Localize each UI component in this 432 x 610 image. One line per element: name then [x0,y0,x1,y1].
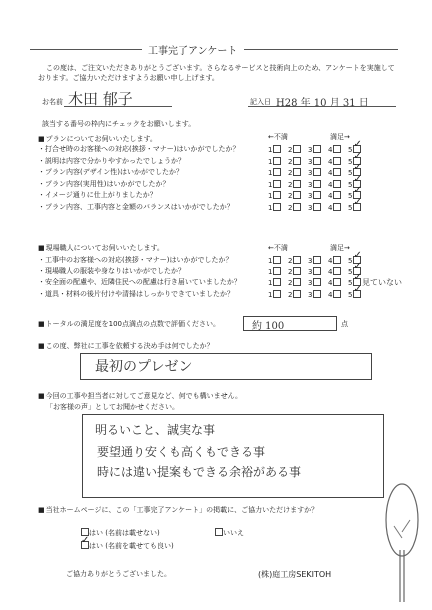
section1-option[interactable] [288,191,301,201]
option-number: 3 [308,180,313,189]
section1-option[interactable] [288,145,301,155]
option-number: 1 [268,257,273,265]
section1-option[interactable] [308,180,321,190]
name-value[interactable]: 木田 郁子 [68,90,133,108]
option-number: 5 [348,157,353,166]
total-value: 約 100 [252,321,285,332]
option-number: 3 [308,192,313,201]
checkbox[interactable] [273,290,281,298]
section1-option[interactable] [268,145,281,155]
checkbox[interactable] [313,267,321,275]
checkbox[interactable] [273,256,281,264]
section2-option[interactable] [328,290,341,300]
checkbox[interactable] [313,256,321,264]
section2-option[interactable] [288,267,301,277]
option-number: 5 [348,268,353,277]
checkbox[interactable] [333,256,341,264]
checkbox[interactable] [333,191,341,199]
instruction-text: 該当する番号の枠内にチェックをお願いします。 [42,120,196,128]
checkbox[interactable] [333,290,341,298]
voice-heading: ■ 今回の工事や担当者に対してご意見など、何でも構いません。 [38,392,242,401]
section1-item-label: ・イメージ通りに仕上がりましたか？ [38,191,157,200]
section1-option[interactable] [288,168,301,178]
option-number: 2 [288,146,293,154]
section2-item-label: ・工事中のお客様への対応(挨拶・マナー)はいかがでしたか？ [38,256,233,264]
option-number: 3 [308,279,313,288]
option-number: 1 [268,279,273,288]
tree-icon [380,480,428,608]
checkbox[interactable] [313,157,321,165]
page-title: 工事完了アンケート [148,46,238,57]
option-number: 3 [308,157,313,166]
checkbox[interactable] [273,180,281,188]
name-underline [64,106,172,107]
checkbox[interactable] [293,203,301,211]
checkbox[interactable] [313,145,321,153]
voice-box[interactable] [82,414,384,498]
option-number: 2 [288,257,293,265]
section2-option[interactable] [288,290,301,300]
section2-item-label: ・道具・材料の後片付けや清掃はしっかりできていましたか？ [38,289,234,298]
voice-line-2: 要望通り安くも高くもできる事 [97,445,266,459]
publish-option-3[interactable]: ✓はい (名前を載せても良い) [80,541,174,551]
option-number: 3 [308,257,313,265]
checkbox[interactable] [273,168,281,176]
checkbox[interactable] [273,203,281,211]
option-number: 5 [348,279,353,288]
section2-heading: ■ 現場職人についてお伺いいたします。 [38,244,164,253]
section2-item-label: ・安全面の配慮や、近隣住民への配慮は行き届いていましたか？ [38,278,241,287]
checkbox[interactable] [293,168,301,176]
option-number: 5 [348,180,353,189]
checkbox[interactable] [273,145,281,153]
option-number: 4 [328,268,333,277]
date-value[interactable]: H28 年 10 月 31 日 [276,98,369,109]
section1-option[interactable] [268,203,281,213]
checkbox[interactable] [293,278,301,286]
company-name: (株)庭工房SEKITOH [258,570,332,579]
checkbox[interactable] [293,145,301,153]
section1-item-label: ・打合せ時のお客様への対応(挨拶・マナー)はいかがでしたか？ [38,145,240,153]
option-number: 5 [348,146,353,154]
checkbox[interactable] [333,278,341,286]
checkbox[interactable] [293,191,301,199]
section2-option[interactable] [308,278,321,288]
checkbox[interactable] [333,203,341,211]
checkbox[interactable] [313,168,321,176]
option-number: 4 [328,146,333,154]
name-label: お名前 [42,98,63,106]
checkbox[interactable] [313,191,321,199]
voice-line-3: 時には違い提案もできる余裕がある事 [97,465,302,479]
section1-option[interactable] [268,180,281,190]
checkbox[interactable] [333,267,341,275]
option-number: 4 [328,257,333,265]
section2-option[interactable] [308,290,321,300]
section1-option[interactable] [328,168,341,178]
section2-option[interactable] [268,256,281,266]
checkbox[interactable] [333,157,341,165]
section1-option[interactable] [268,157,281,167]
voice-line-1: 明るいこと、誠実な事 [95,423,216,437]
checkbox[interactable] [353,203,361,211]
option-number: 1 [268,180,273,189]
checkbox[interactable] [293,290,301,298]
publish-heading: ■ 当社ホームページに、この「工事完了アンケート」の掲載に、ご協力いただけますか？ [38,506,318,515]
option-number: 2 [288,169,293,178]
voice-subheading: 「お客様の声」としてお聞かせください。 [46,403,179,411]
thanks-text: ご協力ありがとうございました。 [66,570,171,578]
section2-scale-right: 満足→ [330,244,350,252]
section1-option[interactable] [288,180,301,190]
section1-option[interactable] [328,157,341,167]
title-rule-left [30,49,142,50]
checkbox[interactable] [293,256,301,264]
option-number: 3 [308,146,313,154]
section2-option[interactable] [268,290,281,300]
section1-item-label: ・プラン内容(実用性)はいかがでしたか？ [38,179,170,188]
checkbox[interactable] [273,278,281,286]
section2-option[interactable] [328,256,341,266]
section2-option[interactable] [348,290,361,300]
option-number: 4 [328,204,333,212]
checkbox[interactable] [333,168,341,176]
section1-option[interactable] [328,145,341,155]
checkbox[interactable] [313,290,321,298]
section2-item-label: ・現場職人の服装や身なりはいかがでしたか？ [38,267,185,276]
section2-option[interactable] [288,278,301,288]
section2-item-note: 見ていない [362,278,402,288]
option-number: 4 [328,180,333,189]
checkbox[interactable] [313,203,321,211]
option-number: 4 [328,157,333,166]
intro-line-1: この度は、ご注文いただきありがとうございます。さらなるサービスと技術向上のため、アンケートを実施して [46,64,395,72]
option-number: 2 [288,290,293,299]
option-number: 3 [308,204,313,212]
section1-item-label: ・説明は内容で分かりやすかったでしょうか？ [38,156,185,165]
section2-option[interactable] [288,256,301,266]
section1-scale-right: 満足→ [330,133,350,141]
option-number: 5 [348,257,353,265]
section1-option[interactable] [328,203,341,213]
checkbox[interactable] [273,267,281,275]
reason-box[interactable] [80,353,372,380]
section1-option[interactable] [308,191,321,201]
total-box[interactable] [243,316,337,331]
title-rule-right [244,49,398,50]
option-number: 5 [348,169,353,178]
section1-option[interactable] [328,191,341,201]
date-label: 記入日 [250,98,271,106]
publish-option-2[interactable]: いいえ [214,528,244,538]
section2-option[interactable] [328,278,341,288]
section1-option[interactable] [268,191,281,201]
section2-option[interactable] [268,278,281,288]
checkbox[interactable] [273,191,281,199]
option-number: 2 [288,180,293,189]
option-number: 5 [348,192,353,201]
intro-line-2: おります。ご協力いただけますようお願い申し上げます。 [38,74,219,82]
section1-option[interactable] [288,203,301,213]
checkbox[interactable] [313,278,321,286]
option-number: 1 [268,204,273,212]
checkbox[interactable] [333,145,341,153]
date-underline [248,106,396,107]
option-number: 5 [348,204,353,212]
checkbox[interactable] [273,157,281,165]
option-number: 3 [308,290,313,299]
total-unit: 点 [341,320,348,328]
publish-option-1[interactable]: はい (名前は載せない) [80,528,160,538]
section1-option[interactable] [328,180,341,190]
reason-heading: ■ この度、弊社に工事を依頼する決め手は何でしたか？ [38,342,214,351]
section1-option[interactable] [288,157,301,167]
section1-option[interactable] [308,203,321,213]
option-number: 2 [288,192,293,201]
section1-option[interactable] [308,157,321,167]
option-number: 4 [328,290,333,299]
option-number: 4 [328,192,333,201]
reason-value: 最初のプレゼン [95,359,193,375]
option-number: 1 [268,169,273,178]
section1-heading: ■ プランについてお伺いいたします。 [38,135,157,144]
section2-scale-left: ←不満 [268,244,288,252]
section1-option[interactable] [348,203,361,213]
section1-option[interactable] [268,168,281,178]
checkbox[interactable] [293,267,301,275]
checkbox[interactable] [293,157,301,165]
section2-option[interactable] [268,267,281,277]
checkbox[interactable] [333,180,341,188]
total-heading: ■ トータルの満足度を100点満点の点数で評価ください。 [38,320,220,329]
section1-item-label: ・プラン内容、工事内容と金額のバランスはいかがでしたか？ [38,203,234,211]
section1-item-label: ・プラン内容(デザイン性)はいかがでしたか？ [38,168,183,177]
checkbox[interactable] [353,290,361,298]
option-number: 4 [328,279,333,288]
option-number: 2 [288,157,293,166]
section2-option[interactable] [308,267,321,277]
option-number: 5 [348,290,353,299]
section1-option[interactable] [308,168,321,178]
option-number: 1 [268,157,273,166]
checkbox[interactable] [293,180,301,188]
checkbox[interactable] [313,180,321,188]
option-number: 3 [308,169,313,178]
option-number: 4 [328,169,333,178]
option-number: 2 [288,268,293,277]
option-number: 1 [268,268,273,277]
option-number: 2 [288,204,293,212]
option-number: 3 [308,268,313,277]
option-number: 1 [268,290,273,299]
section1-option[interactable] [308,145,321,155]
option-number: 1 [268,146,273,154]
section2-option[interactable] [308,256,321,266]
option-number: 1 [268,192,273,201]
option-number: 2 [288,279,293,288]
section2-option[interactable] [328,267,341,277]
section1-scale-left: ←不満 [268,133,288,141]
